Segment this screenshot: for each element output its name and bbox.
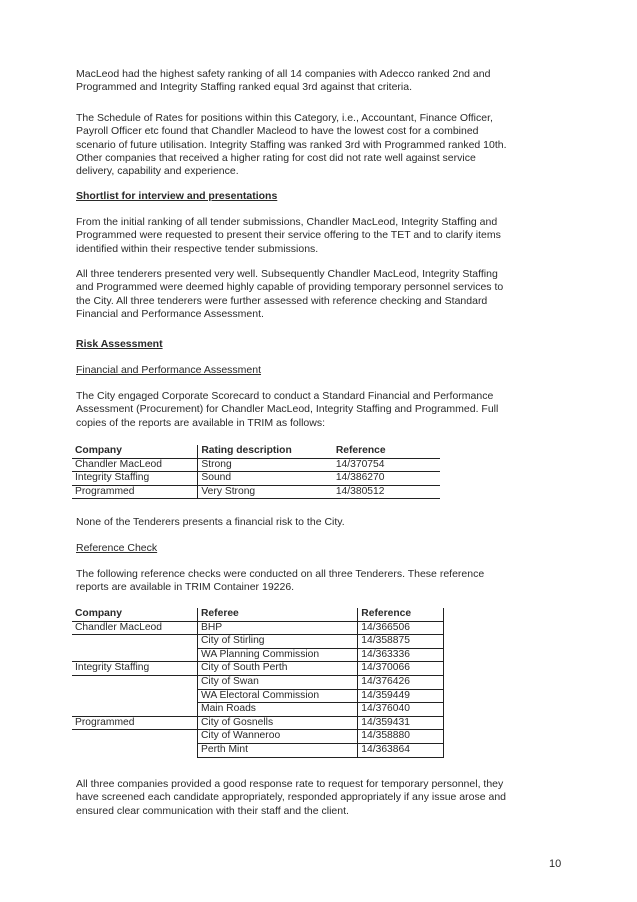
column-header-referee: Referee [198, 608, 358, 621]
cell-rating: Very Strong [198, 485, 333, 499]
cell-company: Programmed [72, 716, 198, 730]
cell-reference: 14/363336 [358, 648, 444, 662]
cell-reference: 14/359449 [358, 689, 444, 703]
cell-company: Programmed [72, 485, 198, 499]
table-row [72, 662, 444, 676]
text-line: Programmed were requested to present their service offering to the TET and to clarify items [76, 229, 501, 242]
cell-company [72, 703, 198, 717]
shortlist-paragraph-2 [76, 268, 564, 321]
table-row [72, 472, 440, 486]
table-header-row [72, 445, 440, 458]
cell-reference: 14/376426 [358, 675, 444, 689]
cell-company: Integrity Staffing [72, 472, 198, 486]
text-line: Programmed and Integrity Staffing ranked equal 3rd against that criteria. [76, 81, 412, 94]
column-header-reference: Reference [333, 445, 440, 458]
risk-heading: Risk Assessment [76, 338, 163, 350]
cell-referee: Perth Mint [198, 743, 358, 757]
financial-conclusion [76, 516, 564, 529]
text-line: MacLeod had the highest safety ranking of all 14 companies with Adecco ranked 2nd and [76, 68, 491, 80]
text-line: identified within their respective tender submissions. [76, 242, 319, 255]
text-line: and Programmed were deemed highly capable of providing temporary personnel services to [76, 281, 504, 294]
cell-reference: 14/359431 [358, 716, 444, 730]
cell-referee: City of Swan [198, 675, 358, 689]
cell-referee: City of Gosnells [198, 716, 358, 730]
schedule-paragraph [76, 112, 564, 178]
cell-company: Chandler MacLeod [72, 458, 198, 472]
text-line: Other companies that received a higher rating for cost did not rate well against service [76, 151, 476, 164]
table-row [72, 730, 444, 744]
text-line: The following reference checks were conducted on all three Tenderers. These reference [76, 568, 485, 580]
cell-reference: 14/370754 [333, 458, 440, 472]
cell-referee: BHP [198, 621, 358, 635]
cell-reference: 14/370066 [358, 662, 444, 676]
cell-company [72, 675, 198, 689]
column-header-company: Company [72, 608, 198, 621]
cell-referee: City of Stirling [198, 635, 358, 649]
text-line: ensured clear communication with their staff and the client. [76, 804, 349, 817]
shortlist-paragraph-1 [76, 216, 564, 256]
cell-referee: Main Roads [198, 703, 358, 717]
cell-company [72, 743, 198, 757]
table-row [72, 716, 444, 730]
cell-referee: City of Wanneroo [198, 730, 358, 744]
table-header-row [72, 608, 444, 621]
reference-conclusion [76, 778, 564, 818]
text-line: Financial and Performance Assessment. [76, 307, 264, 320]
text-line: scenario of future utilisation. Integrity Staffing was ranked 3rd with Programmed ranked 10th. [76, 138, 507, 151]
table-row [72, 485, 440, 499]
cell-reference: 14/376040 [358, 703, 444, 717]
text-line: None of the Tenderers presents a financial risk to the City. [76, 516, 345, 528]
text-line: The City engaged Corporate Scorecard to conduct a Standard Financial and Performance [76, 390, 494, 402]
text-line: From the initial ranking of all tender submissions, Chandler MacLeod, Integrity Staffing and [76, 216, 498, 228]
column-header-rating: Rating description [198, 445, 333, 458]
text-line: The Schedule of Rates for positions within this Category, i.e., Accountant, Finance Officer, [76, 112, 493, 124]
cell-rating: Strong [198, 458, 333, 472]
cell-company [72, 635, 198, 649]
shortlist-heading: Shortlist for interview and presentations [76, 190, 278, 202]
table-row [72, 621, 444, 635]
intro-paragraph [76, 68, 564, 95]
reference-check-table [72, 608, 444, 758]
cell-reference: 14/358880 [358, 730, 444, 744]
column-header-company: Company [72, 445, 198, 458]
cell-reference: 14/366506 [358, 621, 444, 635]
cell-company: Integrity Staffing [72, 662, 198, 676]
text-line: Payroll Officer etc found that Chandler Macleod to have the lowest cost for a combined [76, 125, 479, 138]
text-line: have screened each candidate appropriately, responded appropriately if any issue arose and [76, 791, 507, 804]
table-row [72, 675, 444, 689]
financial-assessment-table [72, 445, 440, 499]
column-header-reference: Reference [358, 608, 444, 621]
table-row [72, 458, 440, 472]
reference-check-subheading: Reference Check [76, 542, 158, 554]
cell-rating: Sound [198, 472, 333, 486]
text-line: delivery, capability and experience. [76, 165, 239, 178]
cell-company [72, 730, 198, 744]
cell-reference: 14/363864 [358, 743, 444, 757]
cell-referee: WA Electoral Commission [198, 689, 358, 703]
text-line: All three tenderers presented very well. Subsequently Chandler MacLeod, Integrity Staffing [76, 268, 498, 280]
cell-company [72, 689, 198, 703]
cell-reference: 14/380512 [333, 485, 440, 499]
text-line: All three companies provided a good response rate to request for temporary personnel, they [76, 778, 504, 790]
table-row [72, 635, 444, 649]
table-row [72, 703, 444, 717]
reference-paragraph [76, 568, 564, 595]
text-line: copies of the reports are available in TRIM as follows: [76, 416, 326, 429]
cell-referee: WA Planning Commission [198, 648, 358, 662]
table-row [72, 689, 444, 703]
cell-reference: 14/386270 [333, 472, 440, 486]
table-row [72, 648, 444, 662]
risk-paragraph [76, 390, 564, 430]
text-line: the City. All three tenderers were further assessed with reference checking and Standard [76, 294, 488, 307]
cell-reference: 14/358875 [358, 635, 444, 649]
page-number: 10 [549, 858, 562, 870]
text-line: reports are available in TRIM Container 19226. [76, 581, 295, 594]
text-line: Assessment (Procurement) for Chandler MacLeod, Integrity Staffing and Programmed. Full [76, 403, 499, 416]
cell-referee: City of South Perth [198, 662, 358, 676]
cell-company [72, 648, 198, 662]
cell-company: Chandler MacLeod [72, 621, 198, 635]
table-row [72, 743, 444, 757]
financial-subheading: Financial and Performance Assessment [76, 364, 262, 376]
